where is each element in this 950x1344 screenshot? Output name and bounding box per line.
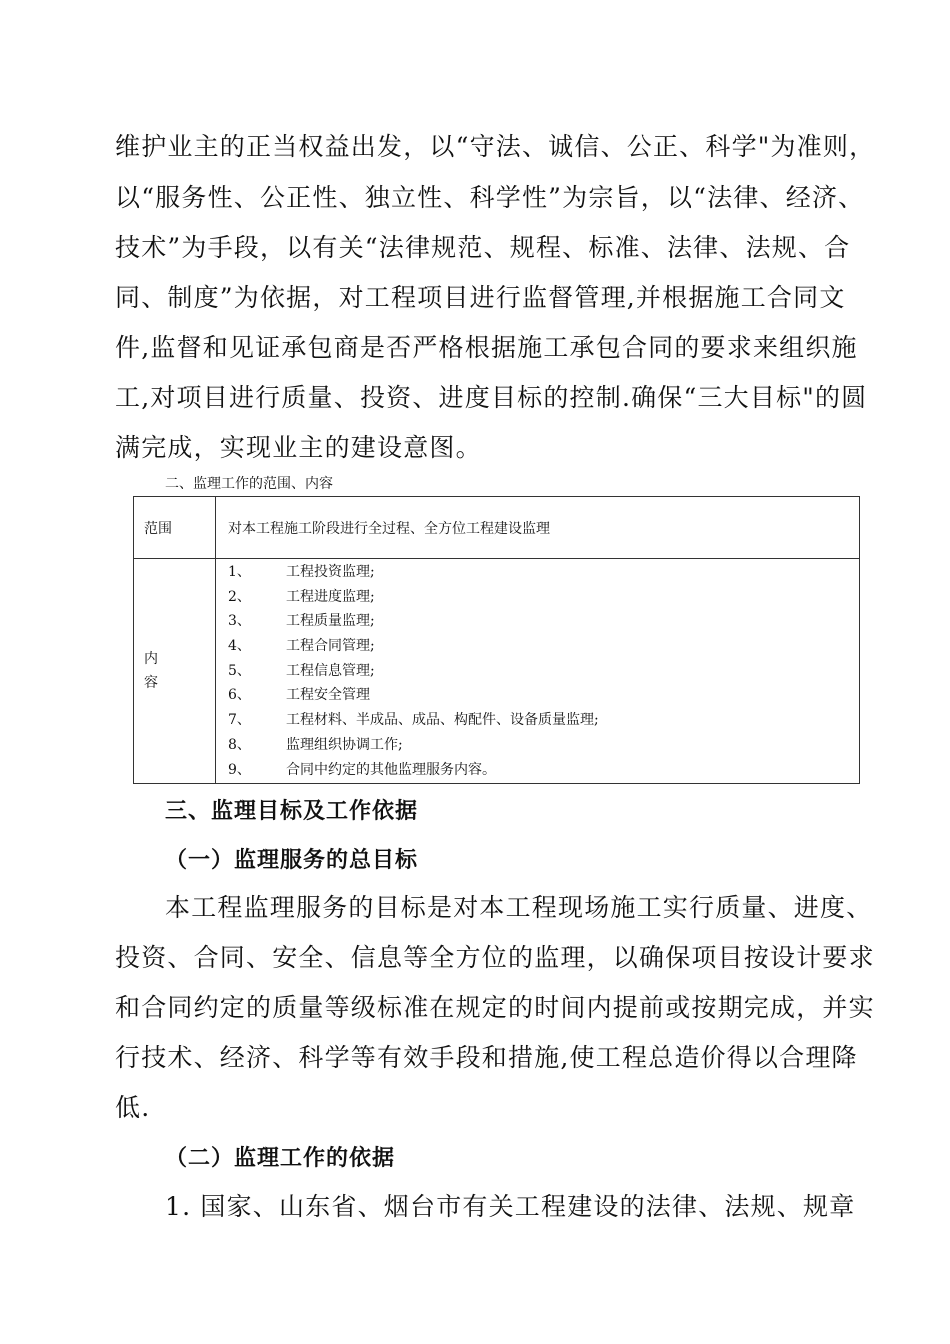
scope-label-cell — [134, 497, 216, 559]
item-number: 5、 — [228, 662, 251, 679]
list-item — [228, 683, 858, 708]
intro-line: 件,监督和见证承包商是否严格根据施工承包合同的要求来组织施 — [115, 333, 858, 362]
goal-line: 本工程监理服务的目标是对本工程现场施工实行质量、进度、 — [165, 893, 873, 922]
section-heading: 三、监理目标及工作依据 — [165, 798, 419, 824]
basis-line: 1. 国家、山东省、烟台市有关工程建设的法律、法规、规章 — [165, 1192, 856, 1221]
item-text: 工程材料、半成品、成品、构配件、设备质量监理; — [286, 712, 599, 729]
item-number: 8、 — [228, 736, 251, 753]
intro-line: 以“服务性、公正性、独立性、科学性”为宗旨，以“法律、经济、 — [115, 183, 865, 212]
item-text: 合同中约定的其他监理服务内容。 — [286, 761, 496, 778]
list-item — [228, 560, 858, 585]
item-number: 4、 — [228, 638, 251, 655]
item-number: 2、 — [228, 588, 251, 605]
item-text: 工程质量监理; — [286, 613, 375, 630]
item-text: 监理组织协调工作; — [286, 736, 403, 753]
content-list-cell — [216, 559, 860, 784]
content-label-char: 容 — [144, 675, 158, 692]
content-label-char: 内 — [144, 651, 158, 668]
scope-value-cell — [216, 497, 860, 559]
item-number: 3、 — [228, 613, 251, 630]
item-text: 工程安全管理 — [286, 687, 370, 704]
item-number: 1、 — [228, 564, 251, 580]
goal-line: 行技术、经济、科学等有效手段和措施,使工程总造价得以合理降 — [115, 1043, 858, 1072]
item-number: 6、 — [228, 687, 251, 704]
subsection-heading: （一）监理服务的总目标 — [165, 847, 419, 873]
list-item — [228, 634, 858, 659]
item-number: 7、 — [228, 712, 251, 729]
list-item — [228, 708, 858, 733]
list-item — [228, 758, 858, 783]
table-caption: 二、监理工作的范围、内容 — [165, 476, 333, 492]
item-text: 工程投资监理; — [286, 564, 375, 580]
goal-line: 和合同约定的质量等级标准在规定的时间内提前或按期完成，并实 — [115, 993, 875, 1022]
item-text: 工程合同管理; — [286, 638, 375, 655]
subsection-heading: （二）监理工作的依据 — [165, 1145, 396, 1171]
intro-line: 维护业主的正当权益出发，以“守法、诚信、公正、科学"为准则， — [115, 132, 876, 161]
list-item — [228, 659, 858, 684]
table-row — [134, 559, 860, 784]
list-item — [228, 733, 858, 758]
item-text: 工程进度监理; — [286, 588, 375, 605]
list-item — [228, 585, 858, 610]
scope-label: 范围 — [144, 520, 172, 537]
intro-line: 工,对项目进行质量、投资、进度目标的控制.确保“三大目标"的圆 — [115, 383, 868, 412]
intro-line: 同、制度”为依据，对工程项目进行监督管理,并根据施工合同文 — [115, 283, 846, 312]
content-label-cell — [134, 559, 216, 784]
item-text: 工程信息管理; — [286, 662, 375, 679]
intro-line: 满完成，实现业主的建设意图。 — [115, 433, 482, 462]
goal-line: 投资、合同、安全、信息等全方位的监理，以确保项目按设计要求 — [115, 943, 875, 972]
intro-line: 技术”为手段，以有关“法律规范、规程、标准、法律、法规、合 — [115, 233, 851, 262]
scope-value: 对本工程施工阶段进行全过程、全方位工程建设监理 — [228, 520, 550, 537]
scope-table — [133, 496, 860, 784]
table-row — [134, 497, 860, 559]
goal-line: 低. — [115, 1093, 151, 1122]
item-number: 9、 — [228, 761, 251, 778]
list-item — [228, 609, 858, 634]
